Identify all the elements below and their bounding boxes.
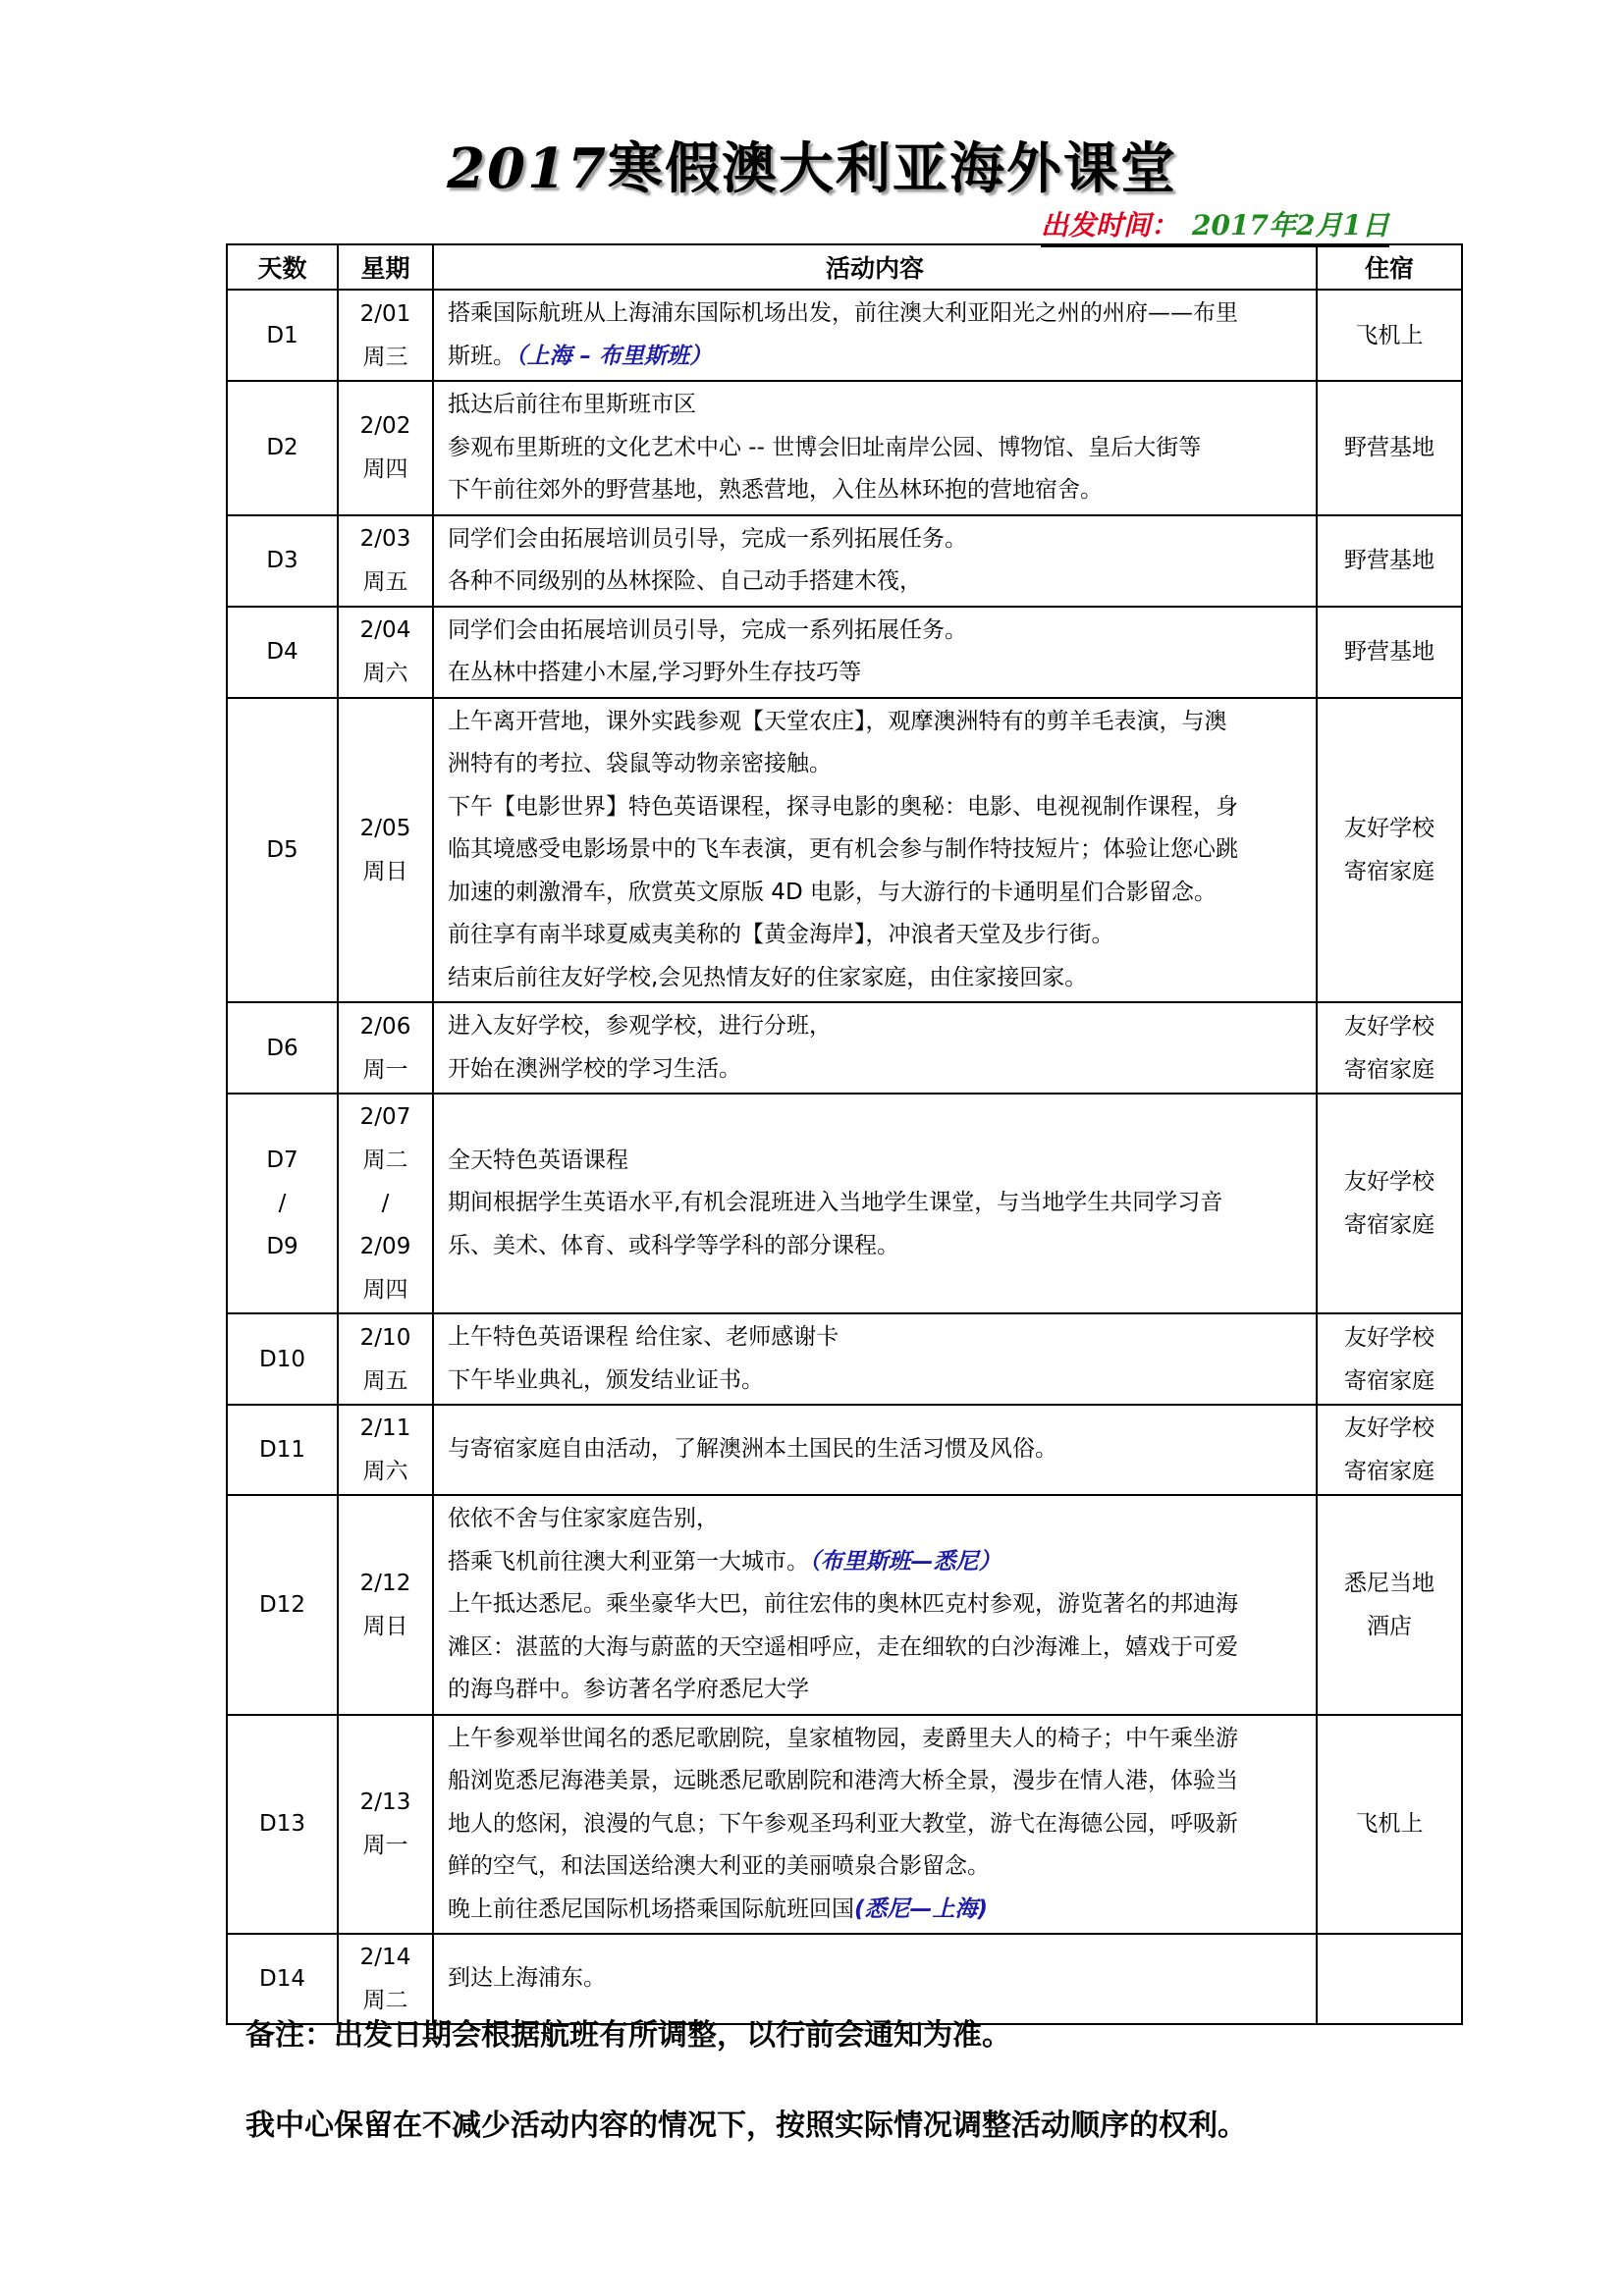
- activity-cell: [433, 1495, 1317, 1715]
- activity-text: 上午离开营地，课外实践参观【天堂农庄】，观摩澳洲特有的剪羊毛表演，与澳: [448, 708, 1227, 734]
- activity-line: [448, 1005, 1302, 1048]
- day-cell: [227, 515, 338, 607]
- table-row: [227, 1405, 1462, 1495]
- rights-note: 我中心保留在不减少活动内容的情况下，按照实际情况调整活动顺序的权利。: [245, 2109, 1247, 2143]
- header-weekday: 星期: [338, 244, 433, 290]
- activity-text: 上午抵达悉尼。乘坐豪华大巴，前往宏伟的奥林匹克村参观，游览著名的邦迪海: [448, 1591, 1238, 1617]
- activity-line: [448, 701, 1302, 744]
- lodging-cell: [1317, 1094, 1462, 1313]
- day-label: D4: [266, 639, 298, 665]
- lodging-cell: [1317, 1934, 1462, 2024]
- activity-cell: [433, 1094, 1317, 1313]
- lodging-label: 野营基地: [1344, 639, 1435, 665]
- activity-text: 期间根据学生英语水平,有机会混班进入当地学生课堂，与当地学生共同学习音: [448, 1190, 1223, 1216]
- table-row: [227, 290, 1462, 381]
- activity-text: 滩区：湛蓝的大海与蔚蓝的天空遥相呼应，走在细软的白沙海滩上，嬉戏于可爱: [448, 1633, 1238, 1660]
- lodging-cell: [1317, 1002, 1462, 1094]
- day-label: D5: [266, 836, 298, 863]
- lodging-cell: [1317, 1405, 1462, 1495]
- date-weekday-cell: [338, 1313, 433, 1405]
- activity-line: [448, 1316, 1302, 1360]
- lodging-cell: [1317, 698, 1462, 1003]
- lodging-label: 飞机上: [1355, 322, 1424, 348]
- day-label: D14: [259, 1966, 305, 1992]
- activity-cell: [433, 1002, 1317, 1094]
- route-label: （布里斯班—悉尼）: [809, 1548, 1001, 1575]
- lodging-label: 友好学校: [1344, 1324, 1435, 1351]
- page-title: [0, 126, 1624, 204]
- date-weekday-label: 2/07: [359, 1104, 411, 1130]
- departure-time: [1041, 204, 1389, 247]
- table-row: [227, 1002, 1462, 1094]
- table-row: [227, 515, 1462, 607]
- activity-text: 各种不同级别的丛林探险、自己动手搭建木筏，: [448, 568, 922, 594]
- day-label: D1: [266, 322, 298, 348]
- date-weekday-label: 周四: [362, 1277, 408, 1303]
- lodging-cell: [1317, 515, 1462, 607]
- activity-text: 上午特色英语课程 给住家、老师感谢卡: [448, 1324, 839, 1350]
- activity-text: 船浏览悉尼海港美景，远眺悉尼歌剧院和港湾大桥全景，漫步在情人港，体验当: [448, 1768, 1238, 1793]
- activity-line: [448, 743, 1302, 786]
- activity-line: [448, 1583, 1302, 1627]
- date-weekday-label: 周一: [362, 1056, 408, 1083]
- activity-text: 洲特有的考拉、袋鼠等动物亲密接触。: [448, 751, 832, 776]
- activity-line: [448, 518, 1302, 561]
- activity-text: 地人的悠闲，浪漫的气息；下午参观圣玛利亚大教堂，游弋在海德公园，呼吸新: [448, 1810, 1238, 1837]
- header-lodging: 住宿: [1317, 244, 1462, 290]
- activity-text: 下午前往郊外的野营基地，熟悉营地，入住丛林环抱的营地宿舍。: [448, 477, 1103, 503]
- day-label: D13: [259, 1811, 305, 1838]
- lodging-cell: [1317, 1715, 1462, 1935]
- activity-line: [448, 293, 1302, 336]
- activity-text: 乐、美术、体育、或科学等学科的部分课程。: [448, 1232, 899, 1258]
- activity-text: 临其境感受电影场景中的飞车表演，更有机会参与制作特技短片；体验让您心跳: [448, 836, 1238, 862]
- date-weekday-cell: [338, 381, 433, 515]
- lodging-label: 酒店: [1367, 1613, 1412, 1639]
- date-weekday-label: 2/02: [359, 413, 411, 440]
- activity-text: 参观布里斯班的文化艺术中心 -- 世博会旧址南岸公园、博物馆、皇后大街等: [448, 434, 1202, 460]
- activity-line: [448, 1360, 1302, 1403]
- date-weekday-label: 周三: [362, 344, 408, 370]
- activity-cell: [433, 607, 1317, 698]
- header-day: 天数: [227, 244, 338, 290]
- lodging-label: 飞机上: [1355, 1811, 1424, 1838]
- table-row: [227, 1094, 1462, 1313]
- table-row: [227, 1715, 1462, 1935]
- date-weekday-label: 2/11: [359, 1415, 411, 1441]
- activity-text: 依依不舍与住家家庭告别，: [448, 1506, 719, 1531]
- activity-cell: [433, 698, 1317, 1003]
- activity-cell: [433, 1313, 1317, 1405]
- date-weekday-cell: [338, 698, 433, 1003]
- activity-text: 加速的刺激滑车，欣赏英文原版 4D 电影，与大游行的卡通明星们合影留念。: [448, 879, 1217, 905]
- table-header-row: [227, 244, 1462, 290]
- table-row: [227, 381, 1462, 515]
- activity-cell: [433, 290, 1317, 381]
- activity-line: [448, 914, 1302, 957]
- activity-line: [448, 1182, 1302, 1225]
- date-weekday-cell: [338, 1715, 433, 1935]
- date-weekday-label: 周日: [362, 858, 408, 884]
- activity-line: [448, 828, 1302, 872]
- activity-line: [448, 561, 1302, 604]
- activity-line: [448, 336, 1302, 379]
- date-weekday-cell: [338, 607, 433, 698]
- date-weekday-label: /: [381, 1191, 390, 1216]
- lodging-label: 悉尼当地: [1344, 1570, 1435, 1596]
- activity-text: 下午毕业典礼，颁发结业证书。: [448, 1366, 764, 1393]
- date-weekday-label: 周一: [362, 1833, 408, 1859]
- lodging-label: 野营基地: [1344, 548, 1435, 573]
- date-weekday-label: 周二: [362, 1988, 408, 2013]
- day-label: D10: [259, 1346, 305, 1372]
- activity-text: 开始在澳洲学校的学习生活。: [448, 1055, 741, 1082]
- day-label: D9: [266, 1234, 298, 1259]
- departure-date: 2017年2月1日: [1192, 209, 1389, 241]
- day-label: /: [278, 1191, 287, 1216]
- date-weekday-label: 周四: [362, 456, 408, 483]
- activity-text: 鲜的空气，和法国送给澳大利亚的美丽喷泉合影留念。: [448, 1853, 990, 1879]
- activity-text: 在丛林中搭建小木屋,学习野外生存技巧等: [448, 660, 862, 685]
- activity-line: [448, 1803, 1302, 1846]
- date-weekday-label: 2/06: [359, 1013, 411, 1040]
- day-label: D11: [259, 1437, 305, 1463]
- lodging-label: 友好学校: [1344, 1013, 1435, 1040]
- day-cell: [227, 607, 338, 698]
- day-cell: [227, 381, 338, 515]
- date-weekday-label: 周日: [362, 1613, 408, 1639]
- activity-text: 进入友好学校，参观学校，进行分班，: [448, 1013, 832, 1039]
- day-cell: [227, 1002, 338, 1094]
- activity-text: 同学们会由拓展培训员引导，完成一系列拓展任务。: [448, 525, 967, 552]
- date-weekday-label: 2/04: [359, 617, 411, 643]
- activity-line: [448, 1428, 1302, 1471]
- date-weekday-label: 周六: [362, 661, 408, 686]
- activity-line: [448, 1718, 1302, 1761]
- day-label: D2: [266, 435, 298, 461]
- activity-line: [448, 957, 1302, 1000]
- activity-line: [448, 1140, 1302, 1183]
- itinerary-body: [227, 290, 1462, 2024]
- activity-text: 上午参观举世闻名的悉尼歌剧院，皇家植物园，麦爵里夫人的椅子；中午乘坐游: [448, 1725, 1238, 1751]
- title-year: 2017: [447, 136, 608, 201]
- lodging-cell: [1317, 1313, 1462, 1405]
- activity-cell: [433, 381, 1317, 515]
- activity-text: 全天特色英语课程: [448, 1147, 628, 1173]
- date-weekday-label: 周二: [362, 1148, 408, 1173]
- activity-text: 前往享有南半球夏威夷美称的【黄金海岸】，冲浪者天堂及步行街。: [448, 922, 1114, 947]
- activity-line: [448, 610, 1302, 653]
- activity-text: 结束后前往友好学校,会见热情友好的住家家庭，由住家接回家。: [448, 964, 1088, 990]
- day-cell: [227, 1715, 338, 1935]
- lodging-cell: [1317, 1495, 1462, 1715]
- day-label: D6: [266, 1035, 298, 1061]
- lodging-label: 寄宿家庭: [1344, 1212, 1435, 1238]
- activity-line: [448, 1048, 1302, 1092]
- route-label: (悉尼—上海): [854, 1896, 989, 1922]
- activity-text: 搭乘飞机前往澳大利亚第一大城市。: [448, 1548, 809, 1575]
- activity-line: [448, 1845, 1302, 1889]
- activity-line: [448, 427, 1302, 470]
- lodging-label: 友好学校: [1344, 1415, 1435, 1441]
- activity-text: 到达上海浦东。: [448, 1965, 606, 1992]
- header-activities: 活动内容: [433, 244, 1317, 290]
- date-weekday-label: 2/10: [359, 1324, 411, 1351]
- activity-line: [448, 652, 1302, 695]
- activity-cell: [433, 515, 1317, 607]
- activity-line: [448, 872, 1302, 915]
- activity-text: 斯班。: [448, 343, 515, 369]
- lodging-label: 友好学校: [1344, 1169, 1435, 1195]
- table-row: [227, 607, 1462, 698]
- date-weekday-label: 2/09: [359, 1234, 411, 1259]
- activity-line: [448, 1225, 1302, 1268]
- activity-text: 抵达后前往布里斯班市区: [448, 392, 696, 417]
- activity-line: [448, 1957, 1302, 2001]
- title-text: 寒假澳大利亚海外课堂: [607, 136, 1177, 201]
- date-weekday-label: 周六: [362, 1459, 408, 1484]
- day-cell: [227, 290, 338, 381]
- day-label: D7: [266, 1148, 298, 1173]
- day-label: D3: [266, 548, 298, 573]
- date-weekday-cell: [338, 1495, 433, 1715]
- activity-line: [448, 469, 1302, 512]
- date-weekday-cell: [338, 1405, 433, 1495]
- activity-text: 搭乘国际航班从上海浦东国际机场出发，前往澳大利亚阳光之州的州府——布里: [448, 300, 1238, 326]
- lodging-cell: [1317, 607, 1462, 698]
- day-label: D12: [259, 1591, 305, 1618]
- activity-text: 与寄宿家庭自由活动，了解澳洲本土国民的生活习惯及风俗。: [448, 1436, 1057, 1463]
- activity-text: 的海鸟群中。参访著名学府悉尼大学: [448, 1677, 809, 1702]
- activity-line: [448, 1760, 1302, 1803]
- activity-text: 下午【电影世界】特色英语课程，探寻电影的奥秘：电影、电视视制作课程，身: [448, 793, 1238, 820]
- departure-label: 出发时间：: [1041, 209, 1179, 241]
- route-label: （上海 – 布里斯班）: [515, 343, 713, 369]
- activity-line: [448, 1627, 1302, 1670]
- activity-cell: [433, 1405, 1317, 1495]
- day-cell: [227, 1313, 338, 1405]
- table-row: [227, 698, 1462, 1003]
- day-cell: [227, 1405, 338, 1495]
- lodging-label: 寄宿家庭: [1344, 1459, 1435, 1484]
- lodging-label: 友好学校: [1344, 815, 1435, 841]
- activity-line: [448, 1541, 1302, 1584]
- activity-line: [448, 1669, 1302, 1712]
- day-cell: [227, 1094, 338, 1313]
- date-weekday-cell: [338, 515, 433, 607]
- date-weekday-cell: [338, 1002, 433, 1094]
- lodging-label: 寄宿家庭: [1344, 858, 1435, 884]
- lodging-cell: [1317, 290, 1462, 381]
- activity-text: 同学们会由拓展培训员引导，完成一系列拓展任务。: [448, 616, 967, 643]
- lodging-label: 寄宿家庭: [1344, 1056, 1435, 1083]
- date-weekday-cell: [338, 1094, 433, 1313]
- date-weekday-label: 2/13: [359, 1789, 411, 1816]
- activity-line: [448, 384, 1302, 427]
- date-weekday-cell: [338, 290, 433, 381]
- date-weekday-label: 2/03: [359, 526, 411, 552]
- date-weekday-label: 周五: [362, 569, 408, 595]
- lodging-cell: [1317, 381, 1462, 515]
- activity-text: 晚上前往悉尼国际机场搭乘国际航班回国: [448, 1896, 854, 1922]
- lodging-label: 寄宿家庭: [1344, 1367, 1435, 1394]
- date-weekday-label: 周五: [362, 1367, 408, 1394]
- activity-line: [448, 1498, 1302, 1541]
- remark-note: 备注：出发日期会根据航班有所调整，以行前会通知为准。: [245, 2018, 1011, 2053]
- table-row: [227, 1495, 1462, 1715]
- date-weekday-label: 2/12: [359, 1570, 411, 1596]
- activity-line: [448, 786, 1302, 829]
- day-cell: [227, 1495, 338, 1715]
- activity-line: [448, 1889, 1302, 1932]
- table-row: [227, 1313, 1462, 1405]
- lodging-label: 野营基地: [1344, 435, 1435, 461]
- day-cell: [227, 698, 338, 1003]
- date-weekday-label: 2/05: [359, 815, 411, 841]
- date-weekday-label: 2/14: [359, 1945, 411, 1970]
- activity-cell: [433, 1715, 1317, 1935]
- itinerary-table: [226, 243, 1463, 2025]
- date-weekday-label: 2/01: [359, 300, 411, 327]
